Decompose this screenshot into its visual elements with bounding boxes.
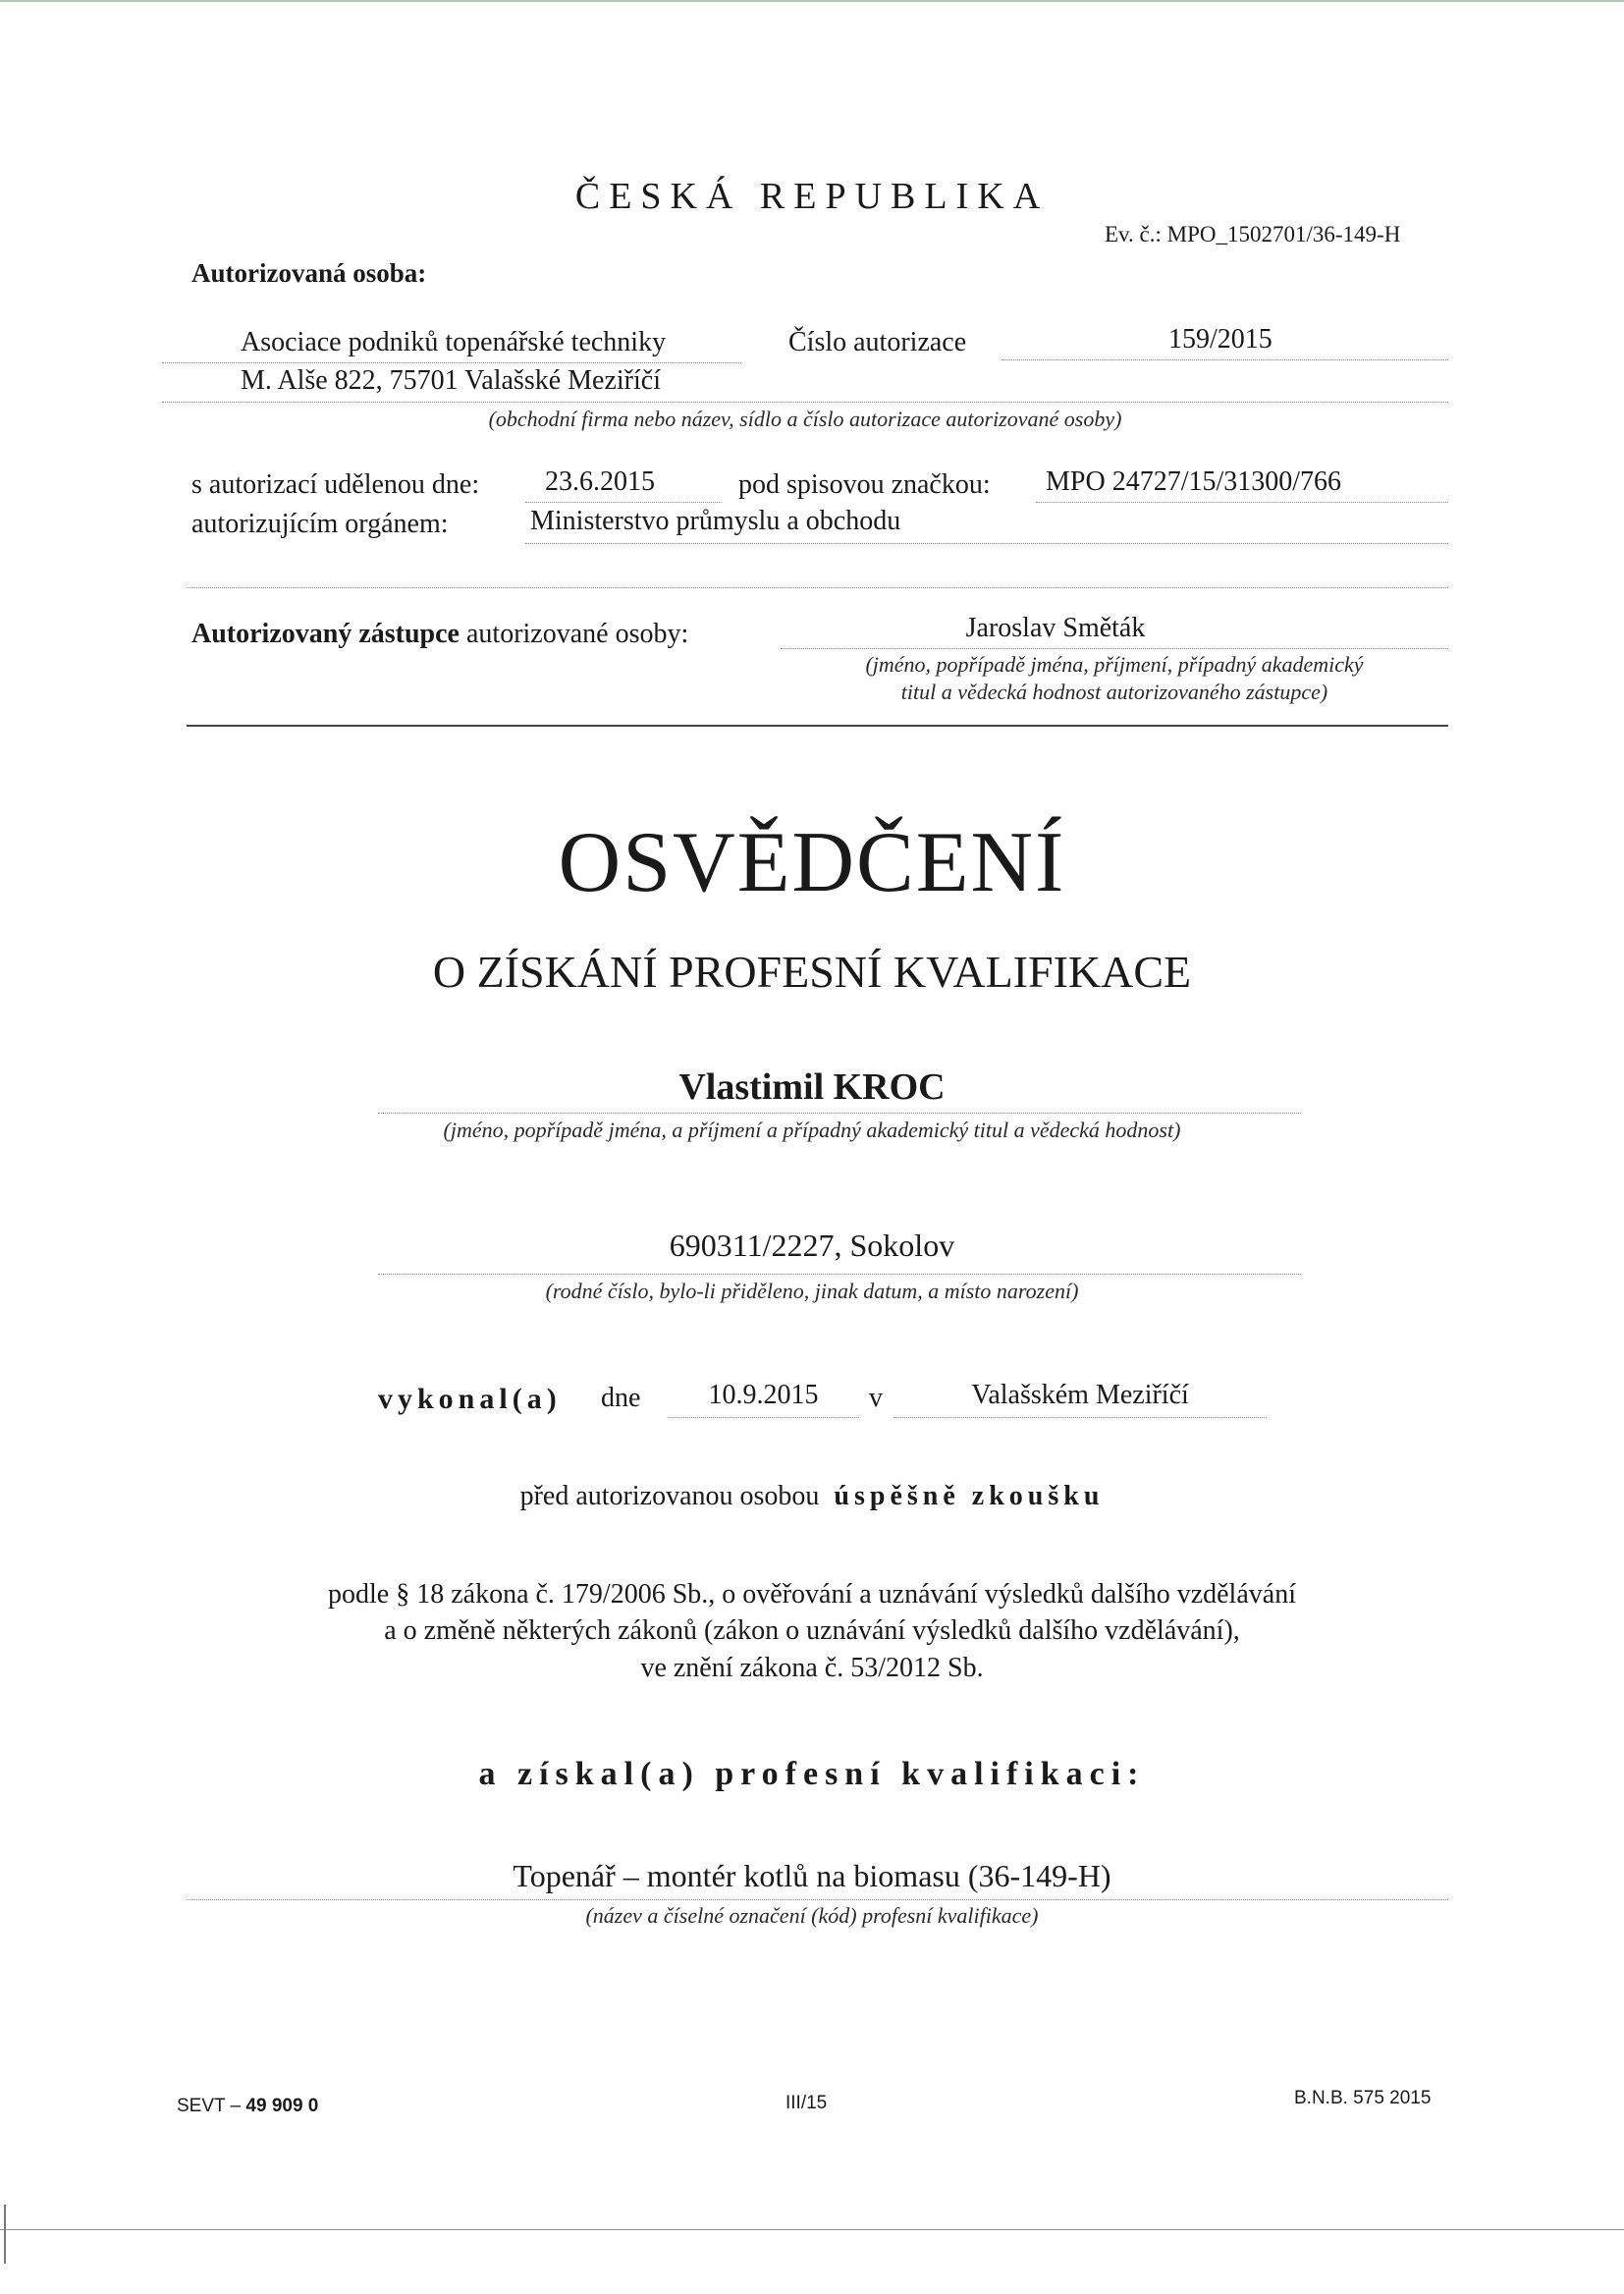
dotted-line <box>187 587 1448 588</box>
authorizing-body: Ministerstvo průmyslu a obchodu <box>530 506 901 536</box>
dotted-line <box>525 543 1448 544</box>
holder-birth-hint: (rodné číslo, bylo-li přiděleno, jinak datum, a místo narození) <box>545 1279 1079 1303</box>
law-line-1: podle § 18 zákona č. 179/2006 Sb., o ověřování a uznávání výsledků dalšího vzdělávání <box>328 1579 1296 1610</box>
holder-birth: 690311/2227, Sokolov <box>669 1228 955 1263</box>
representative-name: Jaroslav Směták <box>965 613 1146 643</box>
scan-edge <box>0 0 1624 2</box>
certificate-subtitle: O ZÍSKÁNÍ PROFESNÍ KVALIFIKACE <box>432 947 1192 997</box>
exam-place: Valašském Meziříčí <box>971 1380 1189 1410</box>
authorization-granted-label: s autorizací udělenou dne: <box>191 469 480 500</box>
exam-before-text: před autorizovanou osobou <box>519 1481 820 1511</box>
holder-name: Vlastimil KROC <box>678 1066 946 1108</box>
paper-edge-mark <box>4 2205 6 2264</box>
representative-label-bold: Autorizovaný zástupce <box>191 619 460 649</box>
country-title: ČESKÁ REPUBLIKA <box>574 176 1050 217</box>
exam-result: úspěšně zkoušku <box>834 1481 1105 1511</box>
dotted-line <box>378 1113 1301 1114</box>
dotted-line <box>1036 502 1448 503</box>
dotted-line <box>378 1274 1301 1275</box>
form-code-number: 49 909 0 <box>245 2096 319 2116</box>
print-number: B.N.B. 575 2015 <box>1294 2088 1432 2108</box>
representative-hint-line1: (jméno, popřípadě jména, příjmení, případný akademický <box>865 652 1364 677</box>
dotted-line <box>525 502 722 503</box>
exam-place-prefix: v <box>869 1383 883 1413</box>
form-code <box>177 2096 318 2117</box>
certificate-title: OSVĚDČENÍ <box>558 815 1066 910</box>
dotted-line <box>781 648 1448 649</box>
form-edition: III/15 <box>785 2093 828 2113</box>
paper-fold-line <box>0 2229 1624 2230</box>
exam-performed-label: vykonal(a) <box>378 1383 562 1415</box>
authorized-person-address: M. Alše 822, 75701 Valašské Meziříčí <box>241 365 661 396</box>
qualification-name: Topenář – montér kotlů na biomasu (36-149-H) <box>513 1858 1111 1893</box>
dotted-line <box>668 1417 859 1418</box>
authorization-number-label: Číslo autorizace <box>788 327 967 357</box>
exam-date: 10.9.2015 <box>708 1380 819 1410</box>
evidence-number: Ev. č.: MPO_1502701/36-149-H <box>1105 222 1401 246</box>
authorization-granted-date: 23.6.2015 <box>545 466 655 497</box>
dotted-line <box>893 1417 1267 1418</box>
file-number: MPO 24727/15/31300/766 <box>1046 466 1342 497</box>
dotted-line <box>162 362 741 363</box>
representative-label <box>191 619 688 650</box>
authorized-person-label: Autorizovaná osoba: <box>191 258 427 288</box>
exam-result-line <box>0 1481 1624 1512</box>
exam-day-label: dne <box>601 1383 641 1413</box>
authorization-number: 159/2015 <box>1168 324 1272 355</box>
law-line-3: ve znění zákona č. 53/2012 Sb. <box>640 1653 984 1683</box>
dotted-line <box>187 1899 1448 1900</box>
authorized-person-hint: (obchodní firma nebo název, sídlo a číslo autorizace autorizované osoby) <box>488 407 1122 431</box>
representative-hint-line2: titul a vědecká hodnost autorizovaného zástupce) <box>900 680 1328 704</box>
dotted-line <box>162 402 1448 403</box>
form-code-prefix: SEVT – <box>177 2096 246 2116</box>
authorizing-body-label: autorizujícím orgánem: <box>191 509 449 539</box>
law-line-2: a o změně některých zákonů (zákon o uznávání výsledků dalšího vzdělávání), <box>384 1615 1240 1646</box>
qualification-hint: (název a číselné označení (kód) profesní kvalifikace) <box>585 1903 1039 1928</box>
section-divider <box>187 725 1448 727</box>
dotted-line <box>1001 359 1448 360</box>
authorized-person-name: Asociace podniků topenářské techniky <box>241 327 667 357</box>
representative-label-rest: autorizované osoby: <box>459 619 689 649</box>
qualification-gained-label: a získal(a) profesní kvalifikaci: <box>478 1756 1146 1792</box>
holder-name-hint: (jméno, popřípadě jména, a příjmení a případný akademický titul a vědecká hodnost) <box>443 1118 1181 1142</box>
file-number-label: pod spisovou značkou: <box>738 469 991 500</box>
